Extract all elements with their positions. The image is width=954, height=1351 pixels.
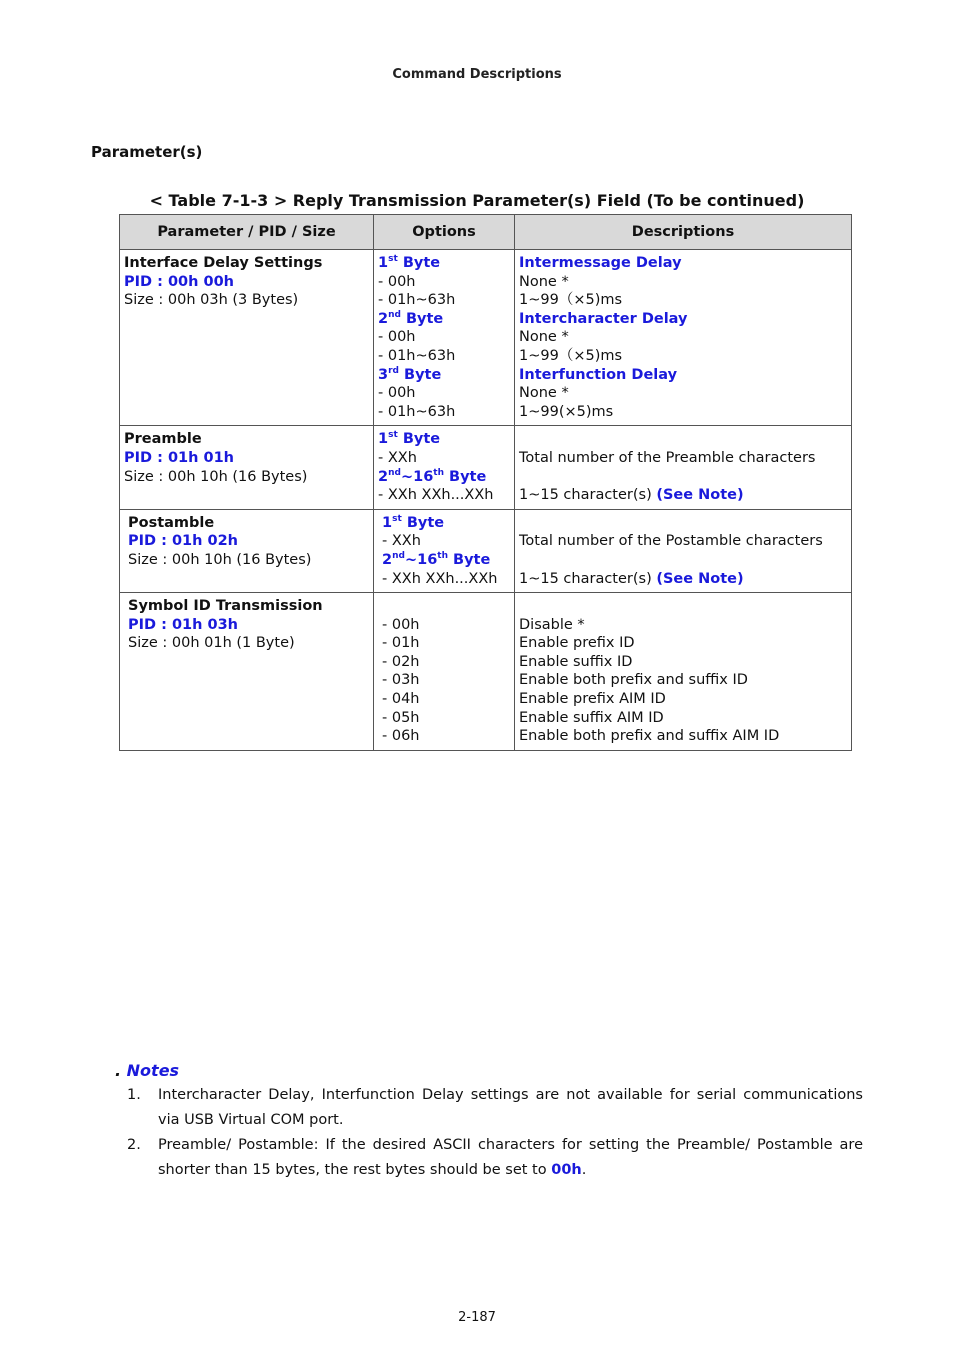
byte-ordinal: rd xyxy=(388,365,399,376)
option-value: - 02h xyxy=(382,653,420,670)
option-value: - 00h xyxy=(378,385,416,402)
option-value: - 00h xyxy=(378,273,416,290)
byte-number: 2 xyxy=(378,468,389,485)
parameter-size: Size : 00h 10h (16 Bytes) xyxy=(128,551,312,568)
parameter-pid: PID : 00h 00h xyxy=(124,273,235,290)
option-value: - 01h~63h xyxy=(378,403,456,420)
see-note-link: (See Note) xyxy=(656,570,744,587)
byte-label: Byte xyxy=(448,551,491,568)
byte-heading xyxy=(378,254,510,273)
parameter-cell xyxy=(120,426,374,509)
byte-number: 2 xyxy=(378,310,389,327)
table-row xyxy=(120,593,852,751)
options-cell xyxy=(374,426,515,509)
option-value: - 01h~63h xyxy=(378,347,456,364)
option-value: - XXh XXh...XXh xyxy=(378,487,494,504)
description-text: Enable prefix AIM ID xyxy=(519,691,666,708)
description-text: Disable * xyxy=(519,616,585,633)
descriptions-cell xyxy=(515,509,852,592)
parameter-pid: PID : 01h 01h xyxy=(124,449,235,466)
byte-ordinal: th xyxy=(437,551,448,562)
parameter-pid: PID : 01h 02h xyxy=(128,533,239,550)
description-text: 1~99（×5)ms xyxy=(519,347,623,364)
column-header-options: Options xyxy=(374,215,515,250)
byte-number: 2 xyxy=(382,551,393,568)
notes-title xyxy=(115,1061,179,1080)
blank-line xyxy=(519,468,847,487)
byte-ordinal: nd xyxy=(388,467,401,478)
byte-ordinal: nd xyxy=(388,309,401,320)
table-row xyxy=(120,509,852,592)
note-number: 2. xyxy=(127,1137,141,1153)
description-line xyxy=(519,570,847,589)
option-value: - 00h xyxy=(378,329,416,346)
option-value: - 06h xyxy=(382,728,420,745)
descriptions-cell xyxy=(515,426,852,509)
description-line xyxy=(519,347,847,366)
blank-line xyxy=(382,597,510,616)
description-heading: Intercharacter Delay xyxy=(519,310,688,327)
blank-line xyxy=(519,430,847,449)
table-caption: < Table 7-1-3 > Reply Transmission Parameter(s) Field (To be continued) xyxy=(149,191,805,210)
byte-ordinal: st xyxy=(392,513,402,524)
description-text: Enable both prefix and suffix AIM ID xyxy=(519,728,780,745)
byte-ordinal: th xyxy=(433,467,444,478)
byte-heading xyxy=(378,430,510,449)
notes-list xyxy=(127,1083,863,1183)
parameter-name: Postamble xyxy=(128,514,215,531)
option-value: - 03h xyxy=(382,672,420,689)
description-text: Enable suffix AIM ID xyxy=(519,709,664,726)
byte-heading xyxy=(378,468,510,487)
description-text: Enable both prefix and suffix ID xyxy=(519,672,748,689)
note-text: Preamble/ Postamble: If the desired ASCII characters for setting the Preamble/ Postamble are shorter than 15 bytes, the rest bytes should be set to xyxy=(158,1137,863,1178)
description-line xyxy=(519,634,847,653)
option-value: - XXh xyxy=(378,449,417,466)
parameter-name: Interface Delay Settings xyxy=(124,255,323,271)
blank-line xyxy=(519,597,847,616)
notes-heading: Notes xyxy=(126,1061,180,1080)
description-line xyxy=(519,671,847,690)
note-text: Intercharacter Delay, Interfunction Delay settings are not available for serial communications via USB Virtual COM port. xyxy=(158,1087,863,1128)
description-line xyxy=(519,532,847,551)
description-heading: Intermessage Delay xyxy=(519,255,682,271)
column-header-descriptions: Descriptions xyxy=(515,215,852,250)
parameter-size: Size : 00h 03h (3 Bytes) xyxy=(124,292,299,309)
description-heading: Interfunction Delay xyxy=(519,366,678,383)
byte-label: Byte xyxy=(398,366,442,383)
option-value: - 01h~63h xyxy=(378,292,456,309)
option-value: - XXh xyxy=(382,533,421,550)
table-row xyxy=(120,250,852,426)
description-text: 1~15 character(s) xyxy=(519,570,657,587)
description-text: Enable suffix ID xyxy=(519,653,633,670)
byte-heading xyxy=(378,366,510,385)
descriptions-cell xyxy=(515,593,852,751)
byte-number: 1 xyxy=(378,255,389,271)
byte-label: Byte xyxy=(397,255,441,271)
description-text: Enable prefix ID xyxy=(519,635,635,652)
column-header-parameter: Parameter / PID / Size xyxy=(120,215,374,250)
description-text: Total number of the Preamble characters xyxy=(519,449,816,466)
option-value: - 01h xyxy=(382,635,420,652)
description-line xyxy=(519,273,847,292)
note-item xyxy=(127,1133,863,1182)
note-bold-value: 00h xyxy=(551,1161,582,1178)
description-text: 1~99(×5)ms xyxy=(519,403,614,420)
byte-ordinal: nd xyxy=(392,551,405,562)
description-text: None * xyxy=(519,329,569,346)
option-value: - 04h xyxy=(382,691,420,708)
byte-number: 1 xyxy=(378,431,389,448)
description-line xyxy=(519,616,847,635)
see-note-link: (See Note) xyxy=(656,487,744,504)
description-text: 1~99（×5)ms xyxy=(519,292,623,309)
description-line xyxy=(519,384,847,403)
note-item xyxy=(127,1083,863,1132)
option-value: - 05h xyxy=(382,709,420,726)
descriptions-cell xyxy=(515,250,852,426)
description-line xyxy=(519,690,847,709)
parameter-size: Size : 00h 10h (16 Bytes) xyxy=(124,468,308,485)
parameter-size: Size : 00h 01h (1 Byte) xyxy=(128,635,295,652)
section-title: Parameter(s) xyxy=(91,143,203,161)
description-line xyxy=(519,449,847,468)
parameter-pid: PID : 01h 03h xyxy=(128,616,239,633)
description-line xyxy=(519,291,847,310)
byte-heading xyxy=(382,551,510,570)
table-header-row xyxy=(120,215,852,250)
byte-heading xyxy=(378,310,510,329)
byte-label: Byte xyxy=(444,468,487,485)
note-number: 1. xyxy=(127,1087,141,1103)
blank-line xyxy=(519,514,847,533)
blank-line xyxy=(519,551,847,570)
byte-number: 3 xyxy=(378,366,389,383)
byte-ordinal: st xyxy=(388,430,398,441)
note-text-end: . xyxy=(581,1161,587,1178)
running-header: Command Descriptions xyxy=(392,67,562,82)
description-text: 1~15 character(s) xyxy=(519,487,657,504)
option-value: - 00h xyxy=(382,616,420,633)
parameter-cell xyxy=(120,509,374,592)
description-text: None * xyxy=(519,273,569,290)
description-text: None * xyxy=(519,385,569,402)
description-line xyxy=(519,709,847,728)
option-value: - XXh XXh...XXh xyxy=(382,570,498,587)
parameter-name: Symbol ID Transmission xyxy=(128,598,323,615)
description-line xyxy=(519,403,847,422)
byte-range: ~16 xyxy=(400,468,434,485)
options-cell xyxy=(374,509,515,592)
byte-heading xyxy=(382,514,510,533)
byte-range: ~16 xyxy=(404,551,438,568)
parameters-table xyxy=(119,214,852,751)
byte-ordinal: st xyxy=(388,254,398,265)
byte-label: Byte xyxy=(400,310,444,327)
description-line xyxy=(519,653,847,672)
notes-bullet: . xyxy=(115,1061,122,1080)
page-number: 2-187 xyxy=(458,1310,496,1325)
table-row xyxy=(120,426,852,509)
parameter-cell xyxy=(120,250,374,426)
description-line xyxy=(519,328,847,347)
options-cell xyxy=(374,250,515,426)
parameter-cell xyxy=(120,593,374,751)
byte-label: Byte xyxy=(401,514,445,531)
parameter-name: Preamble xyxy=(124,431,202,448)
description-line xyxy=(519,486,847,505)
byte-number: 1 xyxy=(382,514,393,531)
byte-label: Byte xyxy=(397,431,441,448)
description-text: Total number of the Postamble characters xyxy=(519,533,823,550)
description-line xyxy=(519,727,847,746)
options-cell xyxy=(374,593,515,751)
